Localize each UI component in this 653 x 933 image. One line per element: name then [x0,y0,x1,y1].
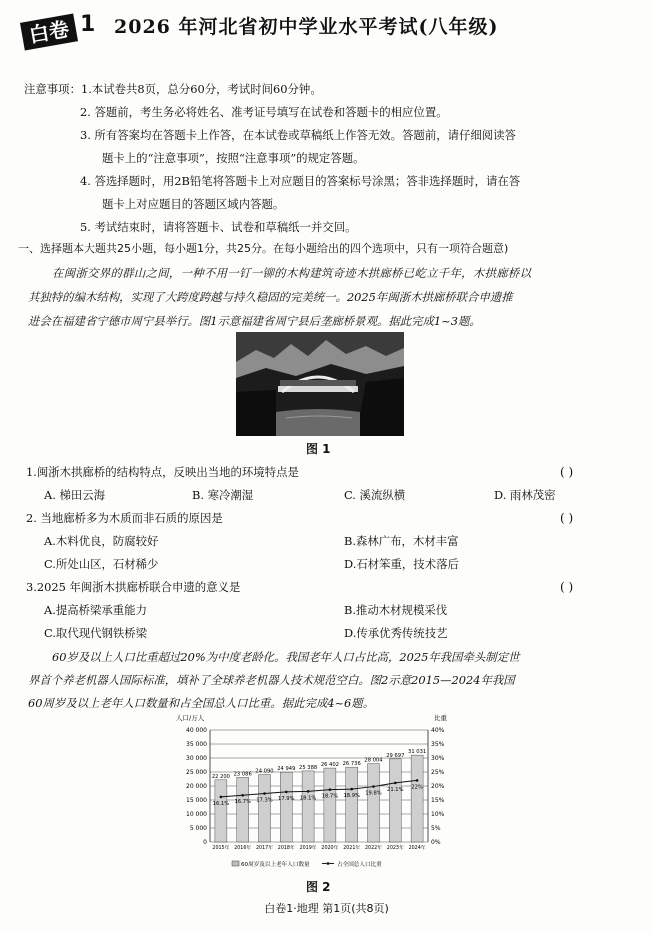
ratio-point [372,785,375,788]
bar-value-label: 29 697 [386,752,405,759]
passage-line: 在闽浙交界的群山之间，一种不用一钉一铆的木构建筑奇迹木拱廊桥已屹立千年，木拱廊桥以 [52,266,532,280]
y2-tick-label: 15% [431,797,445,804]
x-tick-label: 2015年 [212,846,230,851]
option: B. 寒冷潮湿 [192,488,254,502]
ratio-value-label: 18.7% [321,793,339,800]
notes-item: 题卡上对应题目的答题区域内答题。 [102,197,285,211]
ratio-value-label: 21.1% [387,786,404,793]
bar-value-label: 23 086 [233,771,252,778]
page-footer: 白卷1·地理 第1页(共8页) [264,902,389,915]
answer-bracket: ( ) [560,465,574,479]
x-tick-label: 2024年 [408,846,426,851]
x-tick-label: 2018年 [277,846,295,851]
x-tick-label: 2017年 [255,846,274,851]
option: C.取代现代钢铁桥梁 [44,626,148,640]
figure1-caption: 图 1 [306,442,331,456]
figure2-caption: 图 2 [306,880,331,894]
bridge-landscape-photo [236,332,404,436]
y2-tick-label: 10% [431,811,445,818]
x-tick-label: 2023年 [386,846,404,851]
ratio-point [350,788,353,791]
chart-bar [346,767,358,842]
passage-line: 界首个养老机器人国际标准，填补了全球养老机器人技术规范空白。图2示意2015—2024年我国 [28,673,515,687]
y-tick-label: 40 000 [186,727,207,734]
notes-first-line [24,82,322,96]
ratio-point [394,782,397,785]
chart-bar [324,768,336,842]
y-tick-label: 15 000 [186,797,207,804]
ratio-point [307,790,310,793]
notes-item: 4. 答选择题时，用2B铅笔将答题卡上对应题目的答案标号涂黑；答非选择题时，请在答 [80,174,521,188]
option: D. 雨林茂密 [494,488,556,502]
chart-bar [411,755,423,842]
ratio-value-label: 16.1% [212,800,230,807]
x-tick-label: 2021年 [343,846,361,851]
notes-item: 题卡上的“注意事项”，按照“注意事项”的规定答题。 [102,151,365,165]
y-tick-label: 35 000 [186,741,207,748]
y2-axis-label: 比重 [434,714,447,722]
bar-value-label: 31 031 [408,749,427,756]
aging-population-chart [172,708,472,874]
question-stem: 3.2025 年闽浙木拱廊桥联合申遗的意义是 [26,580,241,594]
exam-title: 2026 年河北省初中学业水平考试(八年级) [114,16,499,38]
passage-line: 60周岁及以上老年人口数量和占全国总人口比重。据此完成4~6题。 [28,696,375,710]
ratio-point [329,788,332,791]
bar-value-label: 24 949 [277,766,296,773]
chart-bar [237,777,249,842]
y2-tick-label: 25% [431,769,445,776]
y2-tick-label: 35% [431,741,445,748]
bar-value-label: 26 402 [320,762,339,769]
ratio-value-label: 17.3% [256,797,273,804]
y2-tick-label: 0% [431,839,441,846]
notes-item: 5. 考试结束时，请将答题卡、试卷和草稿纸一并交回。 [80,220,357,234]
passage-line: 60岁及以上人口比重超过20%为中度老龄化。我国老年人口占比高，2025年我国牵头制定世 [52,650,520,664]
legend-marker-ratio [327,862,330,865]
ratio-point [241,794,244,797]
x-tick-label: 2016年 [234,846,252,851]
section-heading: 一、选择题本大题共25小题，每小题1分，共25分。在每小题给出的四个选项中，只有一项符合题意) [18,242,509,255]
notes-item: 3. 所有答案均在答题卡上作答，在本试卷或草稿纸上作答无效。答题前，请仔细阅读答 [80,128,516,142]
bar-value-label: 28 004 [364,757,383,764]
passage-line: 其独特的编木结构，实现了大跨度跨越与持久稳固的完美统一。2025年闽浙木拱廊桥联合申遗推 [28,290,513,304]
chart-bar [302,771,314,842]
ratio-value-label: 16.7% [234,799,251,806]
ratio-point [416,779,419,782]
ratio-value-label: 22% [411,784,423,791]
y2-tick-label: 40% [431,727,445,734]
y2-tick-label: 20% [431,783,445,790]
ratio-value-label: 18.1% [299,795,317,802]
ratio-point [220,796,223,799]
ratio-value-label: 17.9% [278,795,295,802]
y-tick-label: 30 000 [186,755,207,762]
option: B.推动木材规模采伐 [344,603,448,617]
chart-bar [215,780,227,842]
paper-stamp: 白卷 [20,14,78,51]
legend-entry-ratio: 占全国总人口比重 [337,862,382,868]
chart-bar [259,775,271,842]
ratio-point [285,791,288,794]
ratio-point [263,792,266,795]
y-tick-label: 20 000 [186,783,207,790]
option: C.所处山区，石材稀少 [44,557,159,571]
option: D.传承优秀传统技艺 [344,626,448,640]
y-tick-label: 0 [203,839,207,846]
option: B.森林广布，木材丰富 [344,534,459,548]
chart-bar [389,759,401,842]
ratio-value-label: 19.8% [365,790,382,797]
notes-label: 注意事项： [24,82,81,96]
y2-tick-label: 30% [431,755,445,762]
paper-stamp-number: 1 [80,12,96,37]
chart-bar [280,772,292,842]
passage-line: 进会在福建省宁德市周宁县举行。图1示意福建省周宁县后垄廊桥景观。据此完成1~3题。 [28,314,481,328]
answer-bracket: ( ) [560,511,574,525]
chart-bar [368,764,380,842]
y-tick-label: 10 000 [186,811,207,818]
legend-entry-population: 60周岁及以上老年人口数量 [241,862,310,868]
bar-value-label: 26 736 [342,761,361,768]
y-tick-label: 25 000 [186,769,207,776]
notes-item: 2. 答题前，考生务必将姓名、准考证号填写在试卷和答题卡的相应位置。 [80,105,448,119]
legend-swatch-population [232,861,239,866]
bar-value-label: 22 200 [211,773,230,780]
y-axis-label: 人口/万人 [176,714,205,722]
x-tick-label: 2019年 [299,846,317,851]
question-stem: 2. 当地廊桥多为木质而非石质的原因是 [26,511,223,525]
bar-value-label: 25 388 [299,764,318,771]
option: C. 溪流纵横 [344,488,406,502]
y2-tick-label: 5% [431,825,441,832]
question-stem: 1.闽浙木拱廊桥的结构特点，反映出当地的环境特点是 [26,465,299,479]
option: A.木料优良，防腐较好 [44,534,159,548]
ratio-value-label: 18.9% [343,793,360,800]
x-tick-label: 2020年 [321,846,339,851]
option: D.石材笨重，技术落后 [344,557,459,571]
notes-item: 1.本试卷共8页，总分60分，考试时间60分钟。 [80,82,322,96]
option: A. 梯田云海 [44,488,106,502]
answer-bracket: ( ) [560,580,574,594]
option: A.提高桥梁承重能力 [44,603,147,617]
bar-value-label: 24 090 [255,768,274,775]
y-tick-label: 5 000 [189,825,207,832]
x-tick-label: 2022年 [364,846,383,851]
